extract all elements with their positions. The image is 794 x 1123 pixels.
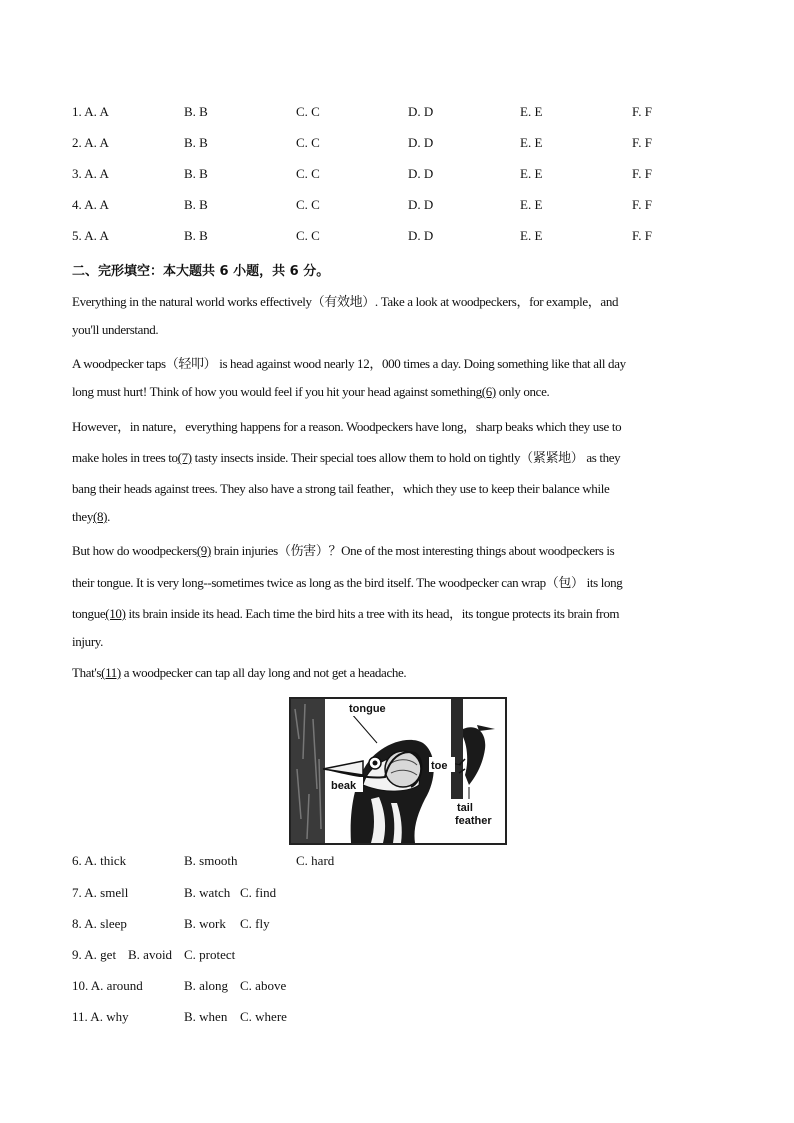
brain-outline bbox=[385, 751, 421, 787]
option-c: C. protect bbox=[184, 947, 236, 962]
option-d: D. D bbox=[408, 104, 434, 119]
option-f: F. F bbox=[632, 228, 652, 243]
option-a: 2. A. A bbox=[72, 135, 109, 150]
passage-text: its brain inside its head. Each time the bird hits a tree with its head，its tongue protects its brain from bbox=[125, 606, 620, 621]
option-a: 8. A. sleep bbox=[72, 916, 127, 931]
option-d: D. D bbox=[408, 228, 434, 243]
option-c: C. C bbox=[296, 166, 320, 181]
passage-line bbox=[72, 509, 110, 525]
option-b: B. B bbox=[184, 166, 208, 181]
blank-6: (6) bbox=[481, 384, 496, 399]
option-c: C. find bbox=[240, 885, 277, 900]
woodpecker-illustration bbox=[291, 699, 505, 843]
tongue-pointer bbox=[351, 713, 377, 743]
option-b: B. along bbox=[184, 978, 229, 993]
passage-line bbox=[72, 384, 549, 400]
option-f: F. F bbox=[632, 104, 652, 119]
blank-8: (8) bbox=[92, 509, 108, 524]
passage-line: However，in nature，everything happens for a reason. Woodpeckers have long，sharp beaks which they use to bbox=[72, 419, 622, 434]
option-a: 4. A. A bbox=[72, 197, 109, 212]
option-a: 1. A. A bbox=[72, 104, 109, 119]
option-b: B. watch bbox=[184, 885, 231, 900]
label-feather: feather bbox=[455, 815, 492, 827]
option-b: B. B bbox=[184, 228, 208, 243]
option-c: C. hard bbox=[296, 853, 335, 868]
option-c: C. C bbox=[296, 228, 320, 243]
passage-text: That's bbox=[72, 665, 102, 680]
option-d: D. D bbox=[408, 197, 434, 212]
passage-text: long must hurt! Think of how you would feel if you hit your head against something bbox=[72, 384, 482, 399]
passage-line: injury. bbox=[72, 634, 104, 649]
option-b: B. B bbox=[184, 104, 208, 119]
small-woodpecker bbox=[463, 727, 485, 785]
passage-line: Everything in the natural world works effectively（有效地）. Take a look at woodpeckers，for example，and bbox=[72, 294, 619, 309]
option-c: C. where bbox=[240, 1009, 287, 1024]
option-a: 3. A. A bbox=[72, 166, 109, 181]
option-f: F. F bbox=[632, 166, 652, 181]
option-b: B. when bbox=[184, 1009, 228, 1024]
passage-text: brain injuries（伤害）？One of the most interesting things about woodpeckers is bbox=[210, 543, 615, 558]
option-a: 10. A. around bbox=[72, 978, 143, 993]
label-toe: toe bbox=[431, 760, 448, 772]
passage-text: tongue bbox=[72, 606, 106, 621]
passage-line bbox=[72, 540, 614, 559]
option-e: E. E bbox=[520, 166, 543, 181]
option-c: C. C bbox=[296, 197, 320, 212]
label-tongue: tongue bbox=[349, 703, 386, 715]
passage-text: they bbox=[72, 509, 93, 524]
option-a: 11. A. why bbox=[72, 1009, 129, 1024]
passage-line: A woodpecker taps（轻叩） is head against wood nearly 12，000 times a day. Doing something like that all day bbox=[72, 356, 626, 371]
blank-7: (7) bbox=[177, 450, 192, 465]
passage-text: But how do woodpeckers bbox=[72, 543, 197, 558]
option-c: C. C bbox=[296, 104, 320, 119]
section-title: 二、完形填空：本大题共 6 小题，共 6 分。 bbox=[72, 264, 330, 279]
option-e: E. E bbox=[520, 228, 543, 243]
option-d: D. D bbox=[408, 166, 434, 181]
option-e: E. E bbox=[520, 104, 543, 119]
blank-11: (11) bbox=[101, 665, 121, 680]
passage-line: you'll understand. bbox=[72, 322, 159, 337]
woodpecker-figure bbox=[289, 697, 507, 845]
option-b: B. work bbox=[184, 916, 226, 931]
option-c: C. fly bbox=[240, 916, 270, 931]
option-c: C. above bbox=[240, 978, 287, 993]
option-d: D. D bbox=[408, 135, 434, 150]
passage-line: their tongue. It is very long--sometimes twice as long as the bird itself. The woodpecker can wrap（包） its long bbox=[72, 575, 623, 590]
option-a: 6. A. thick bbox=[72, 853, 127, 868]
blank-10: (10) bbox=[105, 606, 126, 621]
option-a: 9. A. get bbox=[72, 947, 117, 962]
passage-line: bang their heads against trees. They also have a strong tail feather，which they use to keep their balance while bbox=[72, 481, 610, 496]
option-b: B. smooth bbox=[184, 853, 238, 868]
passage-line bbox=[72, 603, 619, 622]
option-b: B. B bbox=[184, 135, 208, 150]
label-beak: beak bbox=[331, 780, 357, 792]
passage-line bbox=[72, 447, 620, 466]
passage-line bbox=[72, 665, 406, 681]
option-b: B. avoid bbox=[128, 947, 173, 962]
option-e: E. E bbox=[520, 135, 543, 150]
passage-text: . bbox=[107, 509, 110, 524]
blank-9: (9) bbox=[196, 543, 211, 558]
option-f: F. F bbox=[632, 135, 652, 150]
option-f: F. F bbox=[632, 197, 652, 212]
passage-text: only once. bbox=[495, 384, 550, 399]
option-b: B. B bbox=[184, 197, 208, 212]
option-c: C. C bbox=[296, 135, 320, 150]
label-tail: tail bbox=[457, 802, 473, 814]
passage-text: make holes in trees to bbox=[72, 450, 178, 465]
passage-text: a woodpecker can tap all day long and not get a headache. bbox=[120, 665, 407, 680]
passage-text: tasty insects inside. Their special toes allow them to hold on tightly（紧紧地） as they bbox=[191, 450, 621, 465]
option-e: E. E bbox=[520, 197, 543, 212]
option-a: 5. A. A bbox=[72, 228, 109, 243]
option-a: 7. A. smell bbox=[72, 885, 129, 900]
